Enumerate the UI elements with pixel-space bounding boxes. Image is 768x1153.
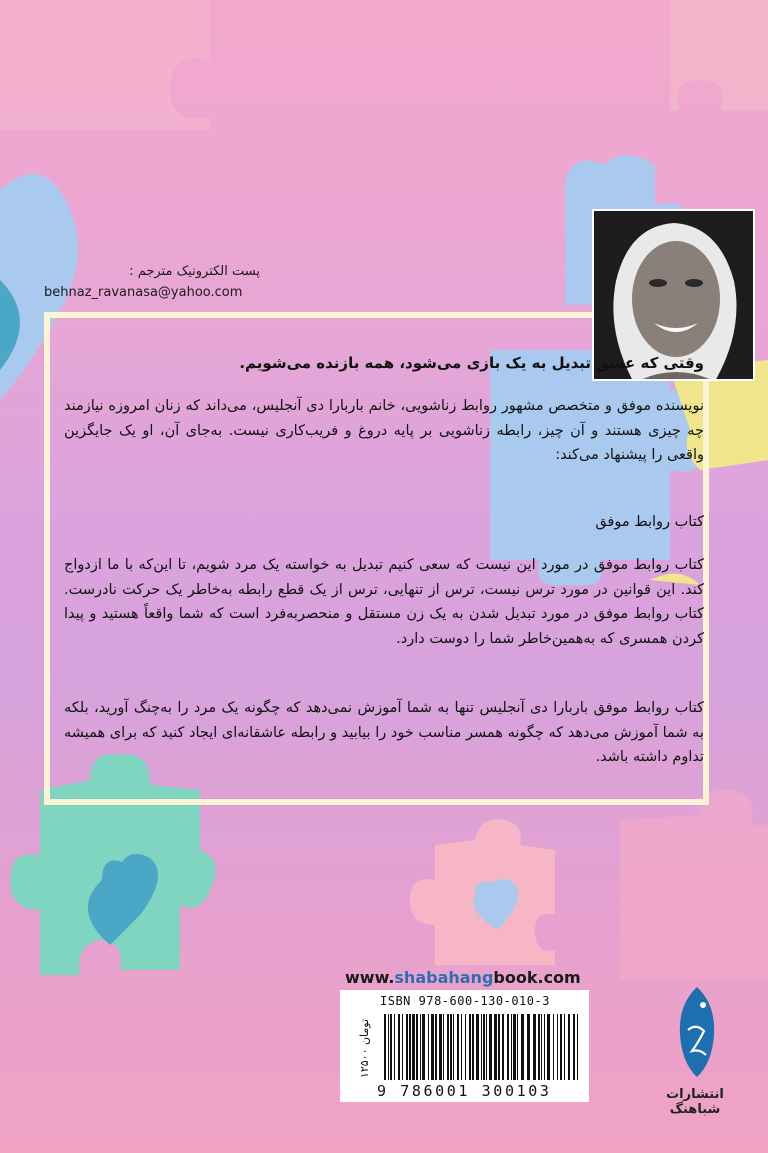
price-text: ۱۲۵۰۰ تومان [358, 1018, 372, 1078]
barcode-bar [409, 1014, 411, 1080]
barcode-bar [422, 1014, 425, 1080]
price-label [352, 1000, 378, 1096]
publisher-name: انتشارات شباهنگ [666, 1087, 724, 1117]
isbn-label: ISBN 978-600-130-010-3 [380, 994, 550, 1008]
barcode-bar [517, 1014, 518, 1080]
barcode-bar [483, 1014, 485, 1080]
barcode-bar [489, 1014, 492, 1080]
barcode-bar [388, 1014, 389, 1080]
puzzle-pink-heart-icon [405, 815, 565, 975]
translator-email: behnaz_ravanasa@yahoo.com [44, 285, 243, 300]
barcode-bar [481, 1014, 482, 1080]
barcode-bar [533, 1014, 536, 1080]
publisher-logo-icon [676, 985, 718, 1079]
barcode-bar [398, 1014, 400, 1080]
intro-paragraph: نویسنده موفق و متخصص مشهور روابط زناشویی، خانم باربارا دی آنجلیس، می‌داند که زنان امروزه نیازمند چه چیزی هستند و آن چیز، رابطه زناشویی بر پایه دروغ و فریب‌کاری نیست. به‌جای آن، او یک جایگزین واقعی را پیشنهاد می‌کند: [64, 398, 704, 464]
website-prefix: www. [345, 968, 395, 987]
description-paragraph-2: کتاب روابط موفق باربارا دی آنجلیس تنها به شما آموزش نمی‌دهد که چگونه یک مرد را به‌چنگ آورید، بلکه به شما آموزش می‌دهد که چگونه همسر مناسب خود را بیابید و رابطه عاشقانه‌ای ایجاد کنید که برای همیشه تداوم داشته باشد. [64, 700, 704, 766]
barcode-bar [420, 1014, 421, 1080]
barcode-bar [513, 1014, 516, 1080]
description-paragraph-1: کتاب روابط موفق در مورد این نیست که سعی کنیم تبدیل به خواسته یک مرد شویم، تا این‌که با ما ازدواج کند. این قوانین در مورد ترس نیست، ترس از تنهایی، ترس از یک قطع رابطه به‌خاطر یک حرکت نادرست. کتاب روابط موفق در مورد تبدیل شدن به یک زن مستقل و منحصربه‌فرد است که شما واقعاً هستید و پیدا کردن همسری که به‌همین‌خاطر شما را دوست دارد. [64, 557, 704, 647]
barcode-bar [486, 1014, 487, 1080]
puzzle-pink-topright-icon [630, 0, 768, 120]
barcode-number: 9 786001 300103 [377, 1082, 552, 1100]
barcode-bar [547, 1014, 550, 1080]
barcode-bar [577, 1014, 578, 1080]
barcode-bar [402, 1014, 403, 1080]
barcode-bar [453, 1014, 454, 1080]
book-title-heading: کتاب روابط موفق [595, 514, 704, 530]
barcode-bar [428, 1014, 429, 1080]
barcode-bar [431, 1014, 434, 1080]
barcode-bar [527, 1014, 530, 1080]
translator-email-label: پست الکترونیک مترجم : [129, 264, 260, 279]
barcode-bar [564, 1014, 565, 1080]
barcode-bar [461, 1014, 462, 1080]
barcode-bar [416, 1014, 418, 1080]
publisher-website[interactable] [345, 968, 581, 987]
barcode-bar [390, 1014, 392, 1080]
barcode-bar [557, 1014, 558, 1080]
barcode-bar [447, 1014, 449, 1080]
tagline: وقتی که عشق تبدیل به یک بازی می‌شود، همه بازنده می‌شویم. [239, 354, 704, 372]
barcode-bar [541, 1014, 542, 1080]
barcode-bar [450, 1014, 452, 1080]
barcode-bar [472, 1014, 474, 1080]
barcode-bar [406, 1014, 408, 1080]
barcode-bar [443, 1014, 444, 1080]
barcode-bar [502, 1014, 504, 1080]
translator-contact [44, 264, 260, 300]
barcode-bar [394, 1014, 395, 1080]
barcode-bar [469, 1014, 471, 1080]
barcode-bar [573, 1014, 575, 1080]
barcode-bar [457, 1014, 459, 1080]
barcode-bar [544, 1014, 545, 1080]
barcode-bar [476, 1014, 479, 1080]
barcode-bar [498, 1014, 500, 1080]
website-suffix: book.com [493, 968, 581, 987]
barcode-bar [412, 1014, 415, 1080]
barcode-bar [439, 1014, 442, 1080]
barcode-bar [507, 1014, 509, 1080]
barcode-bar [538, 1014, 540, 1080]
barcode-bar [553, 1014, 554, 1080]
barcode-bar [521, 1014, 524, 1080]
website-highlight: shabahang [394, 968, 494, 987]
barcode-bar [384, 1014, 386, 1080]
barcode-bar [435, 1014, 437, 1080]
puzzle-pink-topleft-icon [0, 0, 220, 130]
barcode-bar [494, 1014, 497, 1080]
barcode-bar [465, 1014, 466, 1080]
barcode-bar [568, 1014, 570, 1080]
barcode-bar [511, 1014, 512, 1080]
barcode-bar [560, 1014, 562, 1080]
